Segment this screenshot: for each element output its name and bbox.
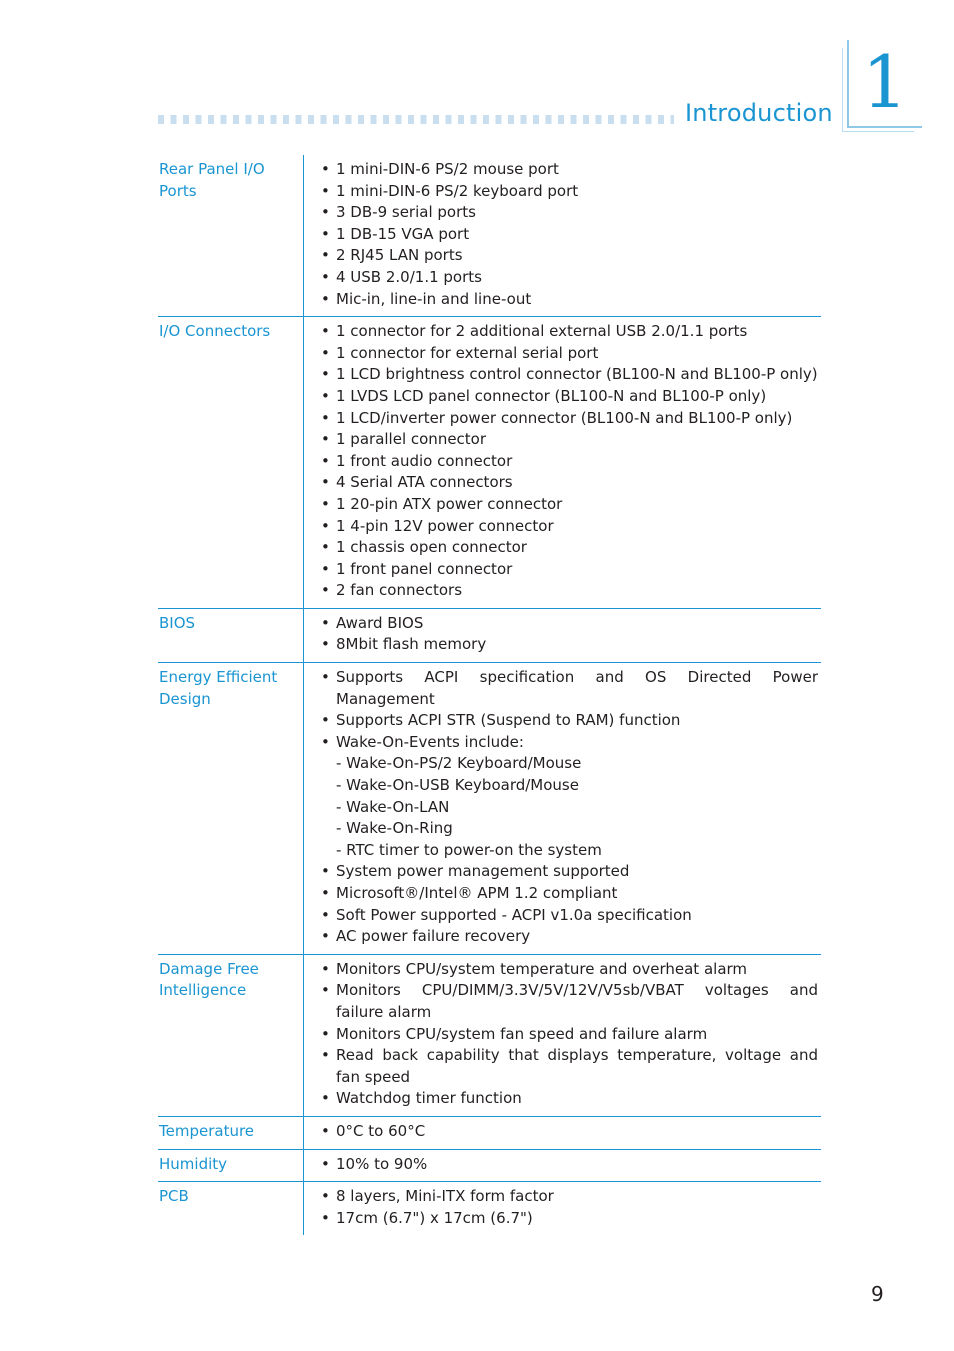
spec-item: • Award BIOS <box>319 613 818 635</box>
spec-item: • 1 front panel connector <box>319 559 818 581</box>
spec-row <box>158 608 821 662</box>
page-number: 9 <box>871 1282 884 1306</box>
spec-item: • 0°C to 60°C <box>319 1121 818 1143</box>
spec-item: • 1 mini-DIN-6 PS/2 keyboard port <box>319 181 818 203</box>
spec-values <box>304 1149 822 1182</box>
spec-label: Humidity <box>158 1149 304 1182</box>
spec-label: BIOS <box>158 608 304 662</box>
spec-row <box>158 1116 821 1149</box>
spec-values <box>304 663 822 955</box>
spec-row <box>158 954 821 1116</box>
spec-item: • Wake-On-Events include: <box>319 732 818 754</box>
spec-sub-item: - Wake-On-Ring <box>336 819 453 838</box>
spec-item: • 10% to 90% <box>319 1154 818 1176</box>
spec-values <box>304 954 822 1116</box>
spec-item: • 3 DB-9 serial ports <box>319 202 818 224</box>
spec-label: Rear Panel I/O Ports <box>159 160 265 200</box>
spec-label: Temperature <box>158 1116 304 1149</box>
spec-item-list <box>319 321 818 602</box>
spec-item: • 2 RJ45 LAN ports <box>319 245 818 267</box>
spec-values <box>304 1116 822 1149</box>
spec-item: • 1 LCD/inverter power connector (BL100-N and BL100-P only) <box>319 408 818 430</box>
spec-row <box>158 663 821 955</box>
spec-item-list <box>319 959 818 1110</box>
spec-item: • 17cm (6.7") x 17cm (6.7") <box>319 1208 818 1230</box>
spec-item: • 1 20-pin ATX power connector <box>319 494 818 516</box>
spec-item: • 1 4-pin 12V power connector <box>319 516 818 538</box>
spec-values <box>304 317 822 609</box>
spec-item-list <box>319 1121 818 1143</box>
spec-row <box>158 317 821 609</box>
spec-row <box>158 1182 821 1236</box>
spec-item-list <box>319 1186 818 1229</box>
spec-sub-item: - Wake-On-LAN <box>336 797 450 816</box>
spec-item: • Supports ACPI STR (Suspend to RAM) function <box>319 710 818 732</box>
section-title: Introduction <box>685 99 833 127</box>
chapter-number: 1 <box>862 40 908 124</box>
spec-item: • Soft Power supported - ACPI v1.0a specification <box>319 905 818 927</box>
spec-item-list <box>319 1154 818 1176</box>
spec-item-list <box>319 613 818 656</box>
spec-item: • 4 Serial ATA connectors <box>319 472 818 494</box>
spec-item: • 2 fan connectors <box>319 580 818 602</box>
spec-label: Energy Efficient Design <box>158 663 304 955</box>
spec-label: I/O Connectors <box>158 317 304 609</box>
spec-item: • 1 chassis open connector <box>319 537 818 559</box>
spec-item: • Mic-in, line-in and line-out <box>319 289 818 311</box>
spec-item: • Watchdog timer function <box>319 1088 818 1110</box>
spec-item: • 1 LCD brightness control connector (BL100-N and BL100-P only) <box>319 364 818 386</box>
spec-values <box>304 1182 822 1236</box>
spec-sub-item: - RTC timer to power-on the system <box>336 840 602 859</box>
spec-label: Damage Free Intelligence <box>158 954 304 1116</box>
spec-item-list <box>319 667 818 948</box>
spec-values <box>304 608 822 662</box>
spec-row <box>158 1149 821 1182</box>
spec-item-list <box>319 159 818 310</box>
dotted-header-rule <box>158 115 674 124</box>
specifications-table <box>158 155 821 1235</box>
spec-item: • Monitors CPU/system fan speed and failure alarm <box>319 1024 818 1046</box>
spec-item: • 4 USB 2.0/1.1 ports <box>319 267 818 289</box>
spec-item: • 1 front audio connector <box>319 451 818 473</box>
spec-row <box>158 155 821 317</box>
spec-item: • 1 mini-DIN-6 PS/2 mouse port <box>319 159 818 181</box>
spec-item: • 1 connector for 2 additional external USB 2.0/1.1 ports <box>319 321 818 343</box>
spec-item: • Read back capability that displays temperature, voltage and fan speed <box>319 1045 818 1088</box>
spec-item: • 1 DB-15 VGA port <box>319 224 818 246</box>
spec-item: • AC power failure recovery <box>319 926 818 948</box>
spec-sub-item: - Wake-On-PS/2 Keyboard/Mouse <box>336 754 582 773</box>
spec-item: • System power management supported <box>319 861 818 883</box>
spec-item: • Monitors CPU/system temperature and overheat alarm <box>319 959 818 981</box>
spec-sub-item: - Wake-On-USB Keyboard/Mouse <box>336 776 579 795</box>
spec-item: • Supports ACPI specification and OS Directed Power Management <box>319 667 818 710</box>
spec-item: • Monitors CPU/DIMM/3.3V/5V/12V/V5sb/VBAT voltages and failure alarm <box>319 980 818 1023</box>
spec-item: • 1 LVDS LCD panel connector (BL100-N and BL100-P only) <box>319 386 818 408</box>
spec-item: • Microsoft®/Intel® APM 1.2 compliant <box>319 883 818 905</box>
spec-values <box>304 155 822 317</box>
spec-item: • 1 parallel connector <box>319 429 818 451</box>
spec-label: PCB <box>158 1182 304 1236</box>
spec-item: • 1 connector for external serial port <box>319 343 818 365</box>
spec-item: • 8Mbit flash memory <box>319 634 818 656</box>
spec-item: • 8 layers, Mini-ITX form factor <box>319 1186 818 1208</box>
